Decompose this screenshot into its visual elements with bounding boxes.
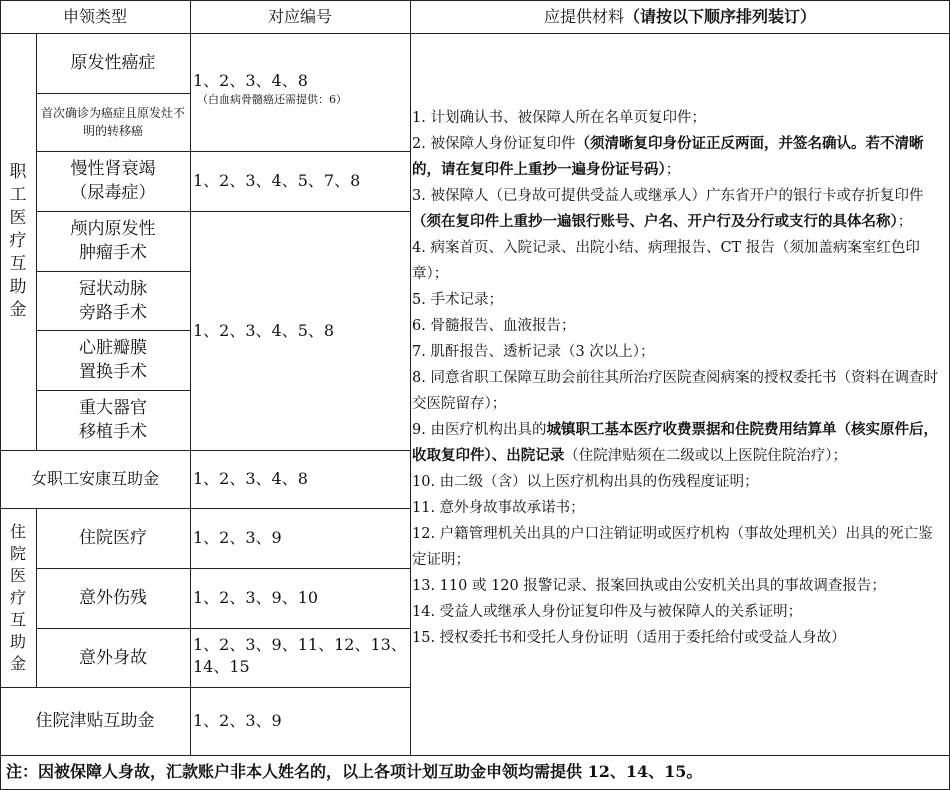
group-hospital: 住 院 医 疗 互 助 金 xyxy=(9,521,26,673)
codes-accident-disability: 1、2、3、9、10 xyxy=(193,588,319,607)
type-kidney-failure: 慢性肾衰竭 （尿毒症） xyxy=(70,159,156,203)
material-13: 13. 110 或 120 报警记录、报案回执或由公安机关出具的事故调查报告； xyxy=(412,578,886,594)
material-3: 3. 被保障人（已身故可提供受益人或继承人）广东省开户的银行卡或存折复印件（须在复印件上重抄一遍银行账号、户名、开户行及分行或支行的具体名称）； xyxy=(412,188,924,230)
material-10: 10. 由二级（含）以上医疗机构出具的伤残程度证明； xyxy=(412,474,759,490)
codes-accident-death: 1、2、3、9、11、12、13、 14、15 xyxy=(193,635,407,676)
type-brain-tumor-surgery: 颅内原发性 肿瘤手术 xyxy=(70,219,156,263)
material-7: 7. 肌酐报告、透析记录（3 次以上）； xyxy=(412,344,655,360)
material-8: 8. 同意省职工保障互助会前往其所治疗医院查阅病案的授权委托书（资料在调查时交医院留存）； xyxy=(412,370,938,412)
codes-kidney-failure: 1、2、3、4、5、7、8 xyxy=(193,171,361,190)
material-6: 6. 骨髓报告、血液报告； xyxy=(412,318,576,334)
codes-cancer-note: （白血病骨髓癌还需提供：6） xyxy=(197,93,347,106)
type-coronary-bypass: 冠状动脉 旁路手术 xyxy=(79,278,147,323)
codes-cancer xyxy=(193,70,347,108)
type-inpatient: 住院医疗 xyxy=(79,528,147,548)
header-materials xyxy=(410,0,950,33)
type-female-health: 女职工安康互助金 xyxy=(30,469,159,488)
material-9: 9. 由医疗机构出具的城镇职工基本医疗收费票据和住院费用结算单（核实原件后，收取复印件）、出院记录（住院津贴须在二级或以上医院住院治疗）； xyxy=(412,421,938,464)
material-5: 5. 手术记录； xyxy=(412,292,503,308)
material-1: 1. 计划确认书、被保障人所在名单页复印件； xyxy=(412,110,706,126)
group-staff-medical: 职 工 医 疗 互 助 金 xyxy=(9,162,27,320)
type-accident-death: 意外身故 xyxy=(79,647,147,668)
footnote: 注：因被保障人身故，汇款账户非本人姓名的，以上各项计划互助金申领均需提供 12、14、15。 xyxy=(6,762,703,781)
material-14: 14. 受益人或继承人身份证复印件及与被保障人的关系证明； xyxy=(412,604,803,620)
codes-female-health: 1、2、3、4、8 xyxy=(193,469,308,488)
codes-hospital-allowance: 1、2、3、9 xyxy=(193,711,282,730)
codes-cancer-main: 1、2、3、4、8 xyxy=(193,71,308,90)
type-primary-cancer: 原发性癌症 xyxy=(70,53,156,73)
type-hospital-allowance: 住院津贴互助金 xyxy=(35,711,155,731)
material-12: 12. 户籍管理机关出具的户口注销证明或医疗机构（事故处理机关）出具的死亡鉴定证明； xyxy=(412,526,933,568)
material-15: 15. 授权委托书和受托人身份证明（适用于委托给付或受益人身故） xyxy=(412,630,846,646)
type-metastatic-cancer: 首次确诊为癌症且原发灶不明的转移癌 xyxy=(40,106,185,138)
type-organ-transplant: 重大器官 移植手术 xyxy=(79,398,147,442)
type-accident-disability: 意外伤残 xyxy=(79,588,147,608)
header-type: 申领类型 xyxy=(62,6,127,26)
header-materials-label: 应提供材料 xyxy=(543,6,624,26)
materials-list xyxy=(410,105,946,651)
codes-surgery: 1、2、3、4、5、8 xyxy=(193,321,335,340)
material-11: 11. 意外身故事故承诺书； xyxy=(412,500,585,516)
material-4: 4. 病案首页、入院记录、出院小结、病理报告、CT 报告（须加盖病案室红色印章）； xyxy=(412,240,920,282)
type-valve-replacement: 心脏瓣膜 置换手术 xyxy=(79,338,147,382)
header-materials-note: （请按以下顺序排列装订） xyxy=(624,6,817,26)
codes-inpatient: 1、2、3、9 xyxy=(193,528,282,547)
material-2: 2. 被保障人身份证复印件（须清晰复印身份证正反两面，并签名确认。若不清晰的，请在复印件上重抄一遍身份证号码）； xyxy=(412,135,924,178)
header-codes: 对应编号 xyxy=(267,6,332,26)
